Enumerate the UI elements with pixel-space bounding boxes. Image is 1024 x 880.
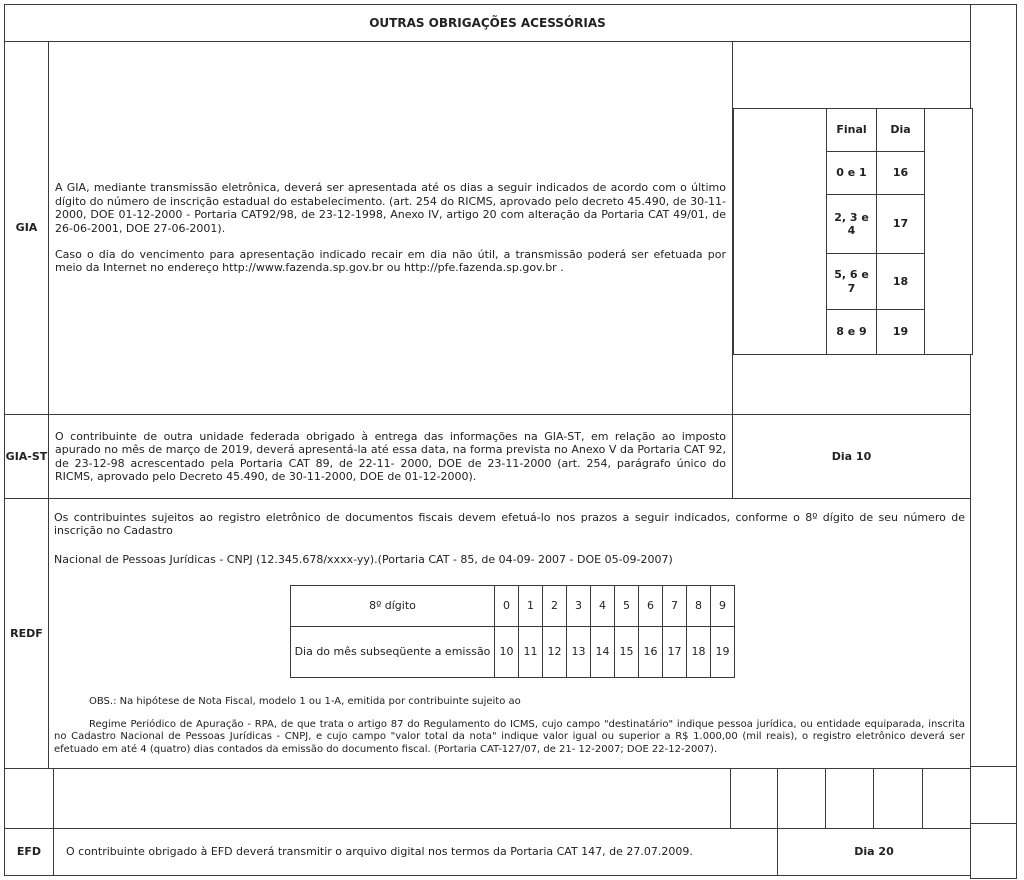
gia-deadline-final: 8 e 9: [827, 310, 877, 355]
gia-description: [48, 41, 733, 415]
gia-deadline-dia: 16: [877, 152, 925, 195]
gia-paragraph-2: Caso o dia do vencimento para apresentação indicado recair em dia não útil, a transmissão poderá ser efetuada por meio da Internet no endereço http://www.fazenda.sp.gov.br ou http://pfe.fazenda.sp.gov.br .: [55, 247, 726, 275]
gia-st-paragraph: O contribuinte de outra unidade federada obrigado à entrega das informações na GIA-ST, em relação ao imposto apurado no mês de março de 2019, deverá apresentá-la até essa data, na forma prevista no Anexo V da Portaria CAT 92, de 23-12-98 acrescentado pela Portaria CAT 89, de 22-11- 2000, DOE de 23-11-2000 (art. 254, parágrafo único do RICMS, aprovado pelo Decreto 45.490, de 30-11-2000, DOE de 01-12-2000).: [55, 429, 726, 483]
spacer-row-wide-cell: [53, 768, 731, 829]
redf-digit: 8: [687, 586, 711, 627]
redf-day: 15: [615, 627, 639, 678]
page-title: OUTRAS OBRIGAÇÕES ACESSÓRIAS: [4, 4, 971, 42]
spacer-row-cell: [873, 768, 923, 829]
gia-paragraph-1: A GIA, mediante transmissão eletrônica, deverá ser apresentada até os dias a seguir indicados de acordo com o último dígito do número de inscrição estadual do estabelecimento. (art. 254 do RICMS, aprovado pelo decreto 45.490, de 30-11-2000, DOE 01-12-2000 - Portaria CAT92/98, de 23-12-1998, Anexo IV, artigo 20 com alteração da Portaria CAT 49/01, de 26-06-2001, DOE 27-06-2001).: [55, 181, 726, 235]
gia-st-due-date: Dia 10: [732, 414, 971, 499]
redf-row-label: REDF: [4, 498, 49, 769]
gia-st-row-label: GIA-ST: [4, 414, 49, 499]
spacer-row-cell: [730, 768, 778, 829]
spacer-row-label-cell: [4, 768, 54, 829]
redf-digit: 2: [543, 586, 567, 627]
redf-day: 12: [543, 627, 567, 678]
gia-deadline-left-strip: [734, 109, 827, 355]
spacer-row-cell: [825, 768, 874, 829]
efd-paragraph: O contribuinte obrigado à EFD deverá transmitir o arquivo digital nos termos da Portaria CAT 147, de 27.07.2009.: [66, 845, 693, 859]
redf-digit: 4: [591, 586, 615, 627]
redf-paragraph-2: Nacional de Pessoas Jurídicas - CNPJ (12.345.678/xxxx-yy).(Portaria CAT - 85, de 04-09- 2007 - DOE 05-09-2007): [54, 553, 673, 566]
spacer-row-cell: [922, 768, 971, 829]
gia-deadline-dia: 18: [877, 254, 925, 310]
gia-deadline-header-dia: Dia: [877, 109, 925, 152]
right-margin-column-bottom: [970, 823, 1017, 879]
redf-day: 14: [591, 627, 615, 678]
gia-deadline-final: 5, 6 e 7: [827, 254, 877, 310]
redf-day: 11: [519, 627, 543, 678]
redf-digit: 6: [639, 586, 663, 627]
redf-digit-table: [290, 585, 735, 678]
redf-digit-row-label: 8º dígito: [291, 586, 495, 627]
redf-digit: 5: [615, 586, 639, 627]
right-margin-column-middle: [970, 766, 1017, 824]
redf-day: 10: [495, 627, 519, 678]
redf-day: 18: [687, 627, 711, 678]
spacer-row-cell: [777, 768, 826, 829]
redf-paragraph-1: Os contribuintes sujeitos ao registro eletrônico de documentos fiscais devem efetuá-lo nos prazos a seguir indicados, conforme o 8º dígito de seu número de inscrição no Cadastro: [54, 511, 965, 538]
gia-deadline-dia: 19: [877, 310, 925, 355]
redf-digit: 9: [711, 586, 735, 627]
efd-description: [53, 828, 778, 876]
gia-deadline-final: 2, 3 e 4: [827, 195, 877, 254]
redf-digit: 1: [519, 586, 543, 627]
redf-day: 19: [711, 627, 735, 678]
gia-deadline-table: [733, 108, 973, 355]
gia-deadline-dia: 17: [877, 195, 925, 254]
redf-digit: 3: [567, 586, 591, 627]
gia-st-description: [48, 414, 733, 499]
right-margin-column-top: [970, 4, 1017, 767]
redf-regime-note: Regime Periódico de Apuração - RPA, de que trata o artigo 87 do Regulamento do ICMS, cujo campo "destinatário" indique pessoa jurídica, ou entidade equiparada, inscrita no Cadastro Nacional de Pessoas Jurídicas - CNPJ, e cujo campo "valor total da nota" indique valor igual ou superior a R$ 1.000,00 (mil reais), o registro eletrônico deverá ser efetuado em até 4 (quatro) dias contados da emissão do documento fiscal. (Portaria CAT-127/07, de 21- 12-2007; DOE 22-12-2007).: [54, 719, 965, 755]
gia-deadline-right-strip: [925, 109, 973, 355]
redf-content: [48, 498, 971, 769]
redf-digit: 0: [495, 586, 519, 627]
efd-row-label: EFD: [4, 828, 54, 876]
efd-due-date: Dia 20: [777, 828, 971, 876]
redf-day: 13: [567, 627, 591, 678]
gia-row-label: GIA: [4, 41, 49, 415]
redf-obs-note: OBS.: Na hipótese de Nota Fiscal, modelo 1 ou 1-A, emitida por contribuinte sujeito ao: [89, 696, 521, 707]
redf-digit: 7: [663, 586, 687, 627]
redf-day: 17: [663, 627, 687, 678]
gia-deadline-header-final: Final: [827, 109, 877, 152]
gia-deadline-final: 0 e 1: [827, 152, 877, 195]
redf-day-row-label: Dia do mês subseqüente a emissão: [291, 627, 495, 678]
redf-day: 16: [639, 627, 663, 678]
gia-deadline-area: [732, 41, 971, 415]
